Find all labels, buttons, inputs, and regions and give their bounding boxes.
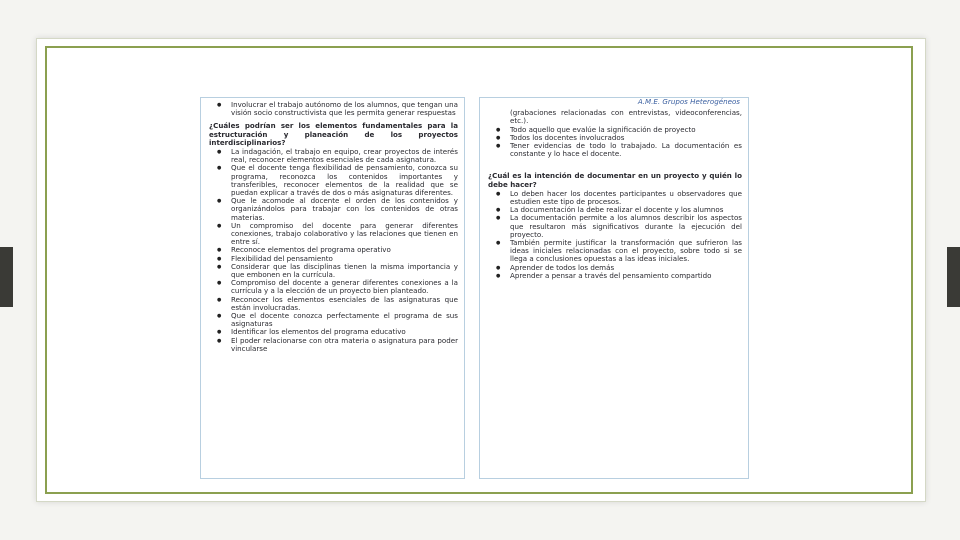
list-item: ● La documentación permite a los alumnos describir los aspectos que resultaron más significativos durante la ejecución del proyecto.: [510, 214, 742, 239]
right-answers-list: [488, 190, 742, 280]
right-document-column: [479, 97, 749, 479]
list-item: ● También permite justificar la transformación que sufrieron las ideas iniciales relacionadas con el proyecto, sobre todo si se llega a conclusiones opuestas a las ideas iniciales.: [510, 239, 742, 264]
list-item: ● Considerar que las disciplinas tienen la misma importancia y que embonen en la currícula.: [231, 263, 458, 279]
document-header: A.M.E. Grupos Heterogéneos: [637, 97, 740, 106]
list-item: ● Que el docente conozca perfectamente el programa de sus asignaturas: [231, 312, 458, 328]
right-question-heading: ¿Cuál es la intención de documentar en un proyecto y quién lo debe hacer?: [488, 171, 742, 189]
list-item: ● Todo aquello que evalúe la significación de proyecto: [510, 126, 742, 134]
list-item: ● Que el docente tenga flexibilidad de pensamiento, conozca su programa, reconozca los contenidos importantes y transferibles, reconocer elementos de la realidad que se puedan explicar a través de dos o más asignaturas diferentes.: [231, 164, 458, 197]
left-question-heading: ¿Cuáles podrían ser los elementos fundamentales para la estructuración y planeación de los proyectos interdisciplinarios?: [209, 121, 458, 147]
list-item: ● Todos los docentes involucrados: [510, 134, 742, 142]
left-answers-list: [209, 148, 458, 353]
list-item: ● Un compromiso del docente para generar diferentes conexiones, trabajo colaborativo y las relaciones que tienen en entre sí.: [231, 222, 458, 247]
left-intro-list: [209, 101, 458, 117]
right-edge-bar: [947, 247, 960, 307]
left-document-column: [200, 97, 465, 479]
list-item: ● Flexibilidad del pensamiento: [231, 255, 458, 263]
list-item: ● Lo deben hacer los docentes participantes u observadores que estudien este tipo de procesos.: [510, 190, 742, 206]
list-item: ● Compromiso del docente a generar diferentes conexiones a la currícula y a la elección de un proyecto bien planteado.: [231, 279, 458, 295]
list-item: ● Reconoce elementos del programa operativo: [231, 246, 458, 254]
list-item: ● Que le acomode al docente el orden de los contenidos y organizándolos para trabajar con los contenidos de otras materias.: [231, 197, 458, 222]
list-item: ● Tener evidencias de todo lo trabajado. La documentación es constante y lo hace el docente.: [510, 142, 742, 158]
list-item: ● Reconocer los elementos esenciales de las asignaturas que están involucradas.: [231, 296, 458, 312]
left-edge-bar: [0, 247, 13, 307]
right-intro-list: [488, 126, 742, 159]
list-item: ● El poder relacionarse con otra materia o asignatura para poder vincularse: [231, 337, 458, 353]
list-item: ● La indagación, el trabajo en equipo, crear proyectos de interés real, reconocer elementos esenciales de cada asignatura.: [231, 148, 458, 164]
list-item: ● Aprender de todos los demás: [510, 264, 742, 272]
list-item: ● La documentación la debe realizar el docente y los alumnos: [510, 206, 742, 214]
list-item: ● Aprender a pensar a través del pensamiento compartido: [510, 272, 742, 280]
continued-text: (grabaciones relacionadas con entrevistas, videoconferencias, etc.).: [510, 108, 742, 126]
list-item: ● Involucrar el trabajo autónomo de los alumnos, que tengan una visión socio constructivista que les permita generar respuestas: [231, 101, 458, 117]
list-item: ● Identificar los elementos del programa educativo: [231, 328, 458, 336]
